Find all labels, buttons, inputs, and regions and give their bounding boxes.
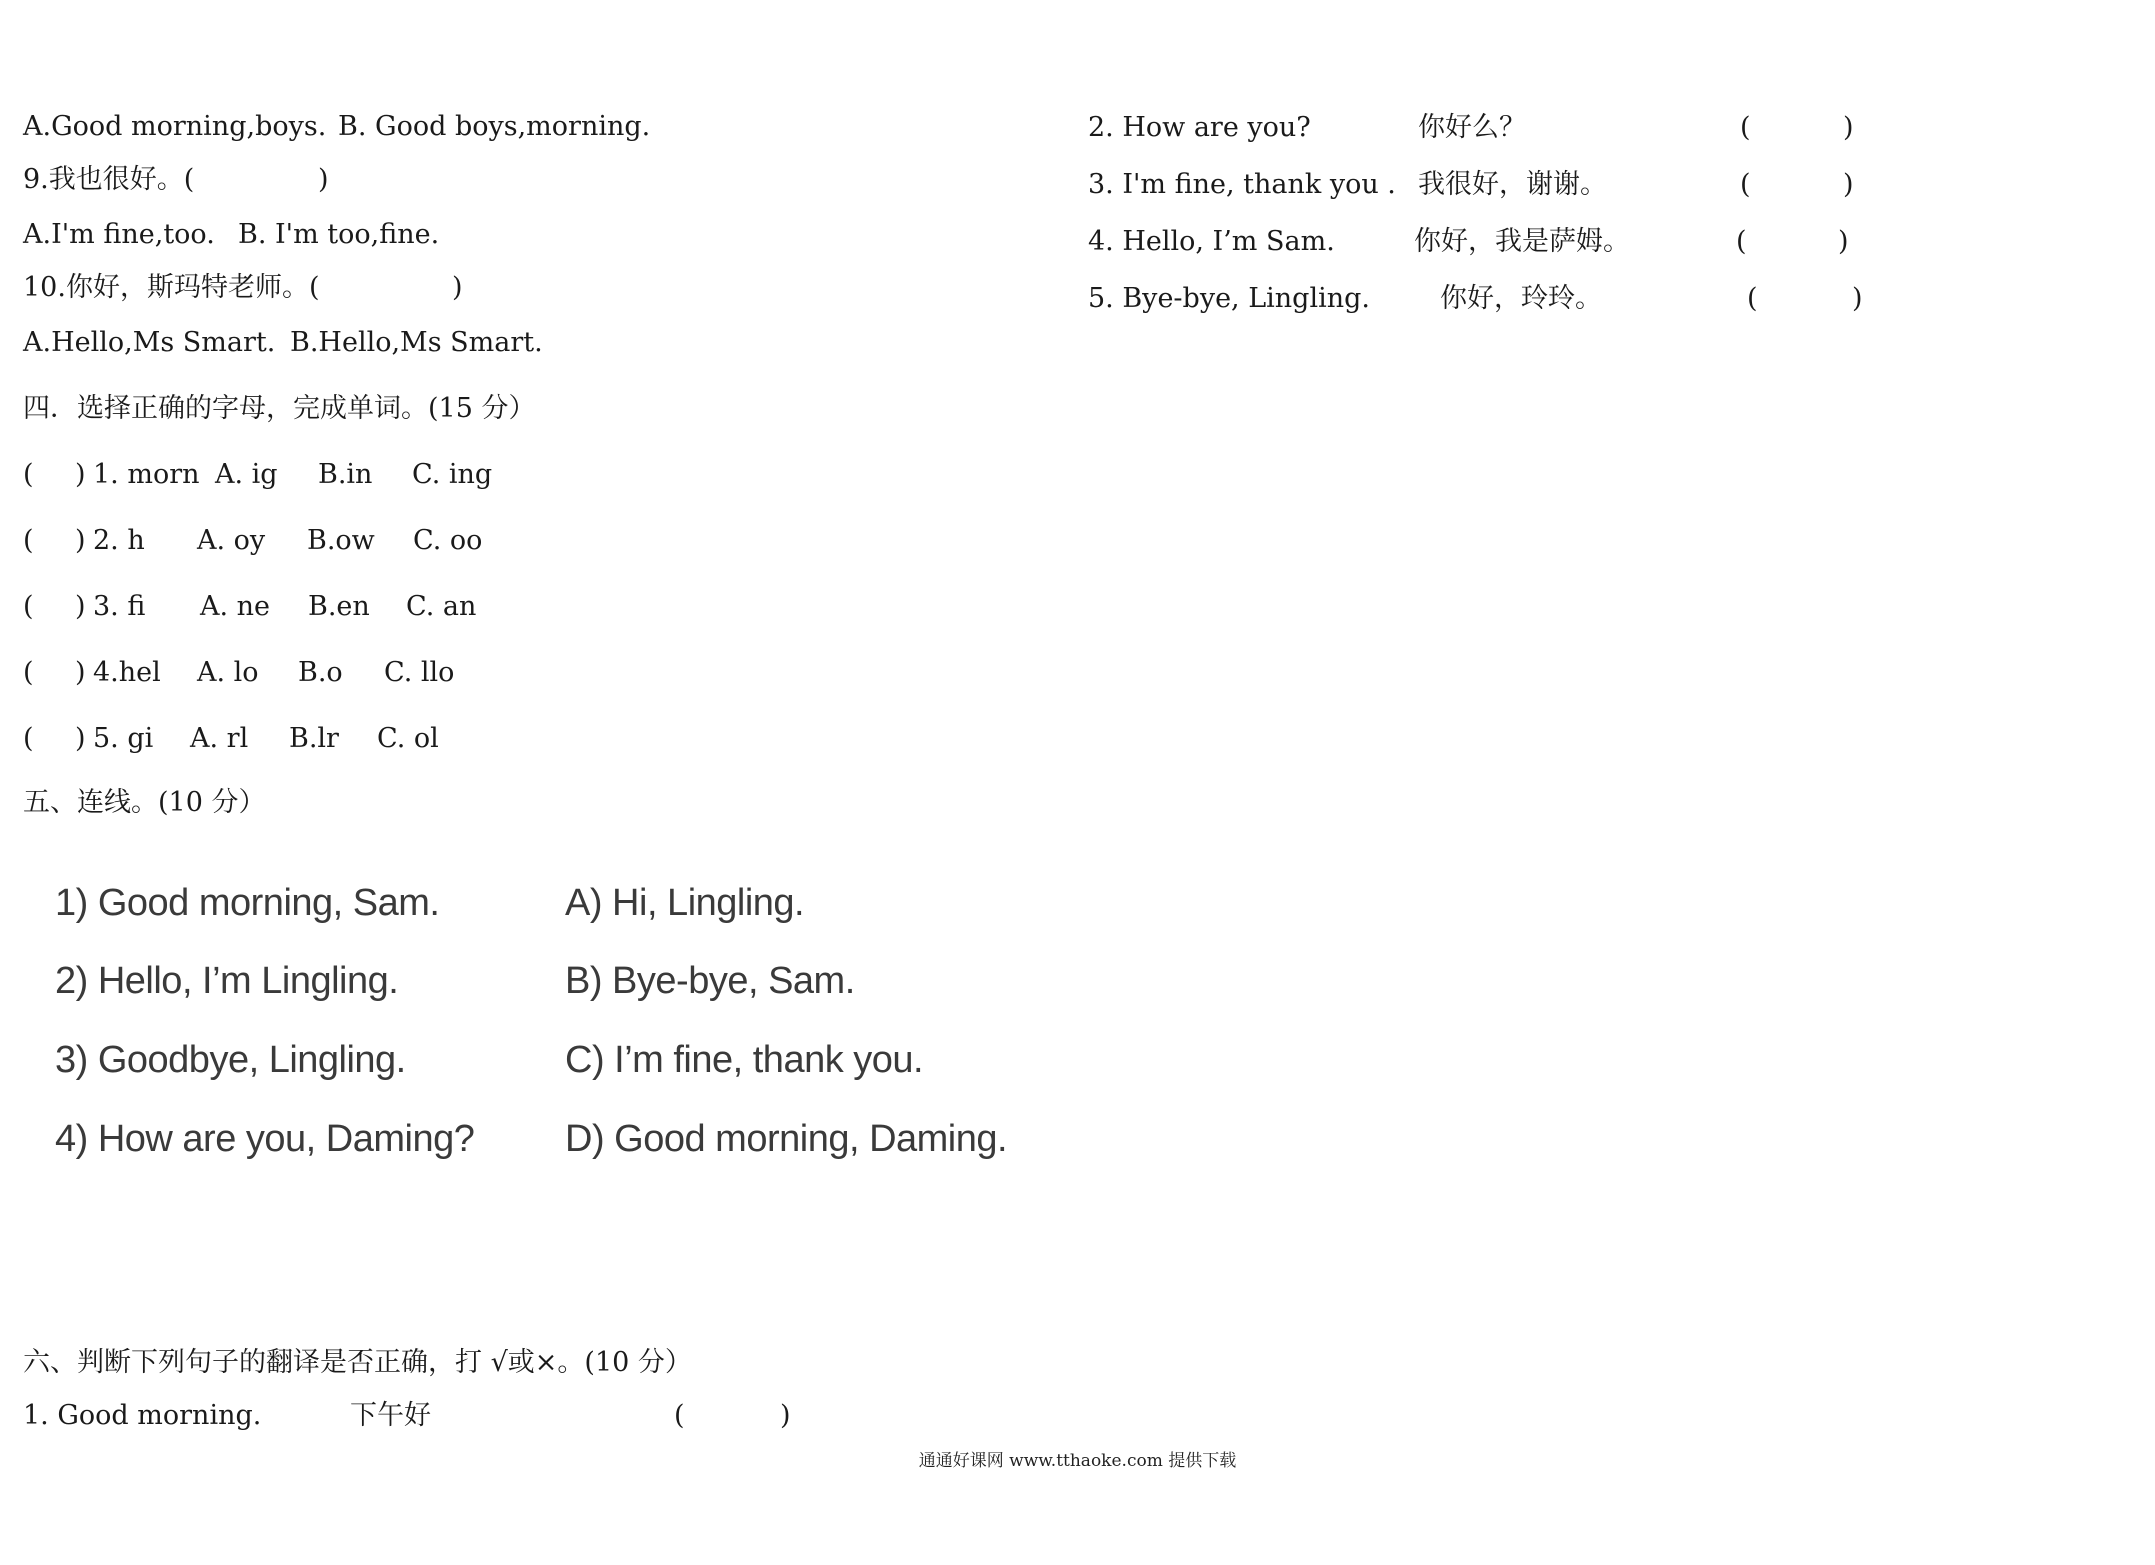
answer-paren-close: ): [1838, 226, 1849, 257]
match-right-item: C) I’m fine, thank you.: [565, 1039, 924, 1081]
answer-paren-close: ): [75, 723, 86, 754]
option-c: C. oo: [413, 525, 483, 556]
match-right-item: B) Bye-bye, Sam.: [565, 960, 855, 1002]
match-left-item: 1) Good morning, Sam.: [55, 882, 440, 924]
match-left-item: 3) Goodbye, Lingling.: [55, 1039, 406, 1081]
english-sentence: 4. Hello, I’m Sam.: [1088, 226, 1335, 257]
match-right-item: A) Hi, Lingling.: [565, 882, 805, 924]
section-5-heading: 五、连线。(10 分）: [23, 787, 266, 818]
q10-option-a: A.Hello,Ms Smart.: [23, 327, 276, 358]
answer-paren-open: (: [23, 657, 34, 688]
answer-paren-open: (: [23, 591, 34, 622]
page-footer: 通通好课网 www.tthaoke.com 提供下载: [918, 1451, 1237, 1471]
answer-paren-open: (: [23, 723, 34, 754]
q8-option-a: A.Good morning,boys.: [23, 111, 327, 142]
answer-paren-close: ): [75, 657, 86, 688]
option-c: C. ing: [412, 459, 493, 490]
answer-paren-close: ): [1843, 112, 1854, 143]
answer-paren-close: ): [780, 1400, 791, 1431]
option-a: A. lo: [197, 657, 259, 688]
word-stem: 3. fi: [93, 591, 146, 622]
chinese-translation: 你好，玲玲。: [1440, 283, 1602, 314]
match-left-item: 4) How are you, Daming?: [55, 1118, 475, 1160]
word-stem: 4.hel: [93, 657, 161, 688]
option-a: A. ig: [215, 459, 278, 490]
answer-paren-close: ): [75, 591, 86, 622]
q9-option-a: A.I'm fine,too.: [23, 219, 215, 250]
option-a: A. rl: [190, 723, 249, 754]
answer-paren-open: (: [1740, 112, 1751, 143]
answer-paren-close: ): [1843, 169, 1854, 200]
q8-option-b: B. Good boys,morning.: [338, 111, 651, 142]
answer-paren-open: (: [1740, 169, 1751, 200]
chinese-translation: 你好，我是萨姆。: [1414, 226, 1630, 257]
option-b: B.o: [298, 657, 343, 688]
answer-paren-close: ): [1852, 283, 1863, 314]
option-c: C. llo: [384, 657, 455, 688]
answer-paren-close: ): [75, 525, 86, 556]
match-right-item: D) Good morning, Daming.: [565, 1118, 1008, 1160]
match-left-item: 2) Hello, I’m Lingling.: [55, 960, 399, 1002]
section-4-heading: 四．选择正确的字母，完成单词。(15 分）: [23, 393, 536, 424]
q9-close-paren: ): [318, 164, 329, 195]
section-6-heading: 六、判断下列句子的翻译是否正确，打 √或×。(10 分）: [23, 1347, 692, 1378]
q10-question: 10.你好，斯玛特老师。(: [23, 272, 320, 303]
english-sentence: 2. How are you?: [1088, 112, 1311, 143]
answer-paren-open: (: [1736, 226, 1747, 257]
option-b: B.in: [318, 459, 373, 490]
option-b: B.en: [308, 591, 370, 622]
answer-paren-open: (: [674, 1400, 685, 1431]
answer-paren-open: (: [23, 459, 34, 490]
q9-question: 9.我也很好。(: [23, 164, 195, 195]
q10-option-b: B.Hello,Ms Smart.: [290, 327, 543, 358]
english-sentence: 5. Bye-bye, Lingling.: [1088, 283, 1370, 314]
q10-close-paren: ): [452, 272, 463, 303]
answer-paren-open: (: [1747, 283, 1758, 314]
option-b: B.lr: [289, 723, 339, 754]
word-stem: 2. h: [93, 525, 145, 556]
answer-paren-close: ): [75, 459, 86, 490]
answer-paren-open: (: [23, 525, 34, 556]
word-stem: 1. morn: [93, 459, 200, 490]
chinese-translation: 你好么？: [1418, 112, 1526, 143]
option-a: A. oy: [197, 525, 266, 556]
q9-option-b: B. I'm too,fine.: [238, 219, 440, 250]
option-c: C. ol: [377, 723, 439, 754]
english-sentence: 3. I'm fine, thank you .: [1088, 169, 1396, 200]
option-a: A. ne: [200, 591, 271, 622]
option-c: C. an: [406, 591, 477, 622]
english-sentence: 1. Good morning.: [23, 1400, 262, 1431]
option-b: B.ow: [307, 525, 375, 556]
chinese-translation: 我很好，谢谢。: [1418, 169, 1607, 200]
word-stem: 5. gi: [93, 723, 154, 754]
chinese-translation: 下午好: [350, 1400, 431, 1431]
